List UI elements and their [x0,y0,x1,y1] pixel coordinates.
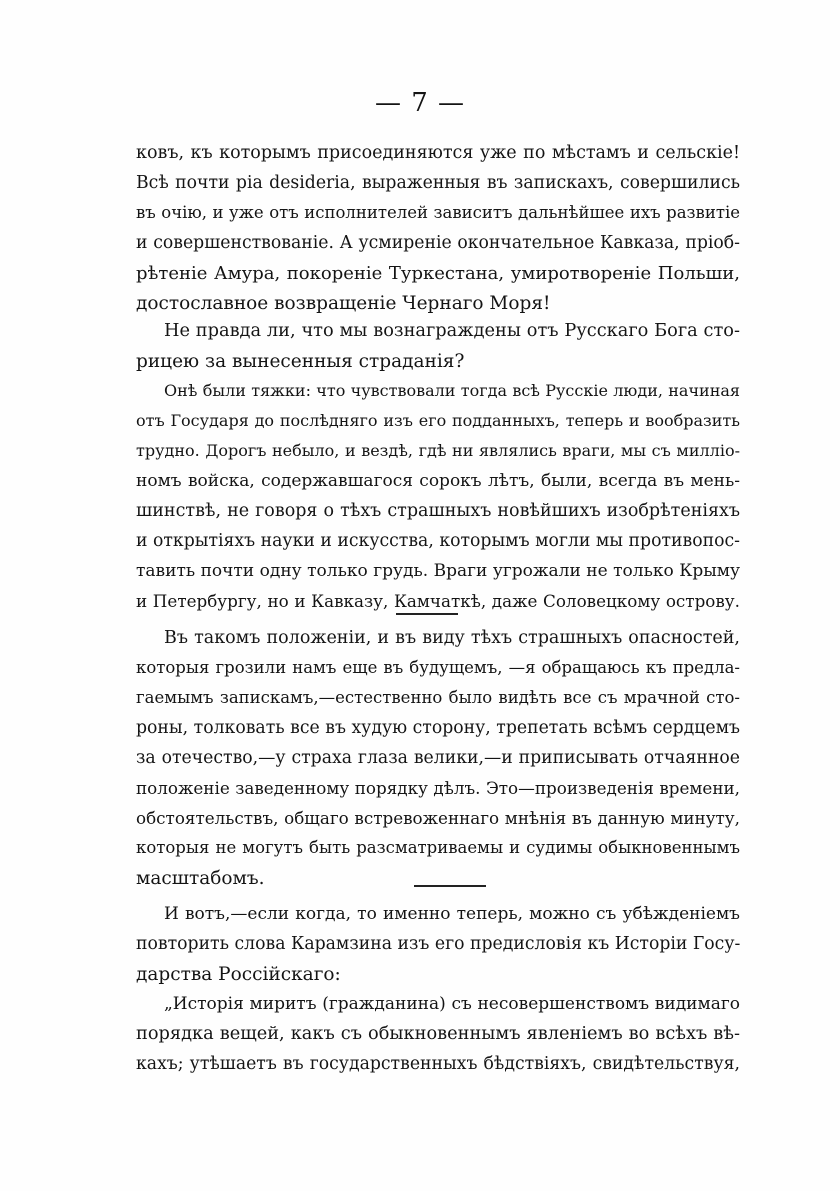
text-line: которыя не могутъ быть разсматриваемы и судимы обыкновеннымъ [136,838,740,857]
text-line: масштабомъ. [136,868,265,889]
paragraph-5 [136,906,740,996]
text-line: Не правда ли, что мы вознаграждены отъ Русскаго Бога сто- [164,321,740,341]
paragraph-2 [136,323,740,383]
page-number: — 7 — [374,88,466,118]
text-line: кахъ; утѣшаетъ въ государственныхъ бѣдствіяхъ, свидѣтельствуя, [136,1054,740,1074]
text-line: тавить почти одну только грудь. Враги угрожали не только Крыму [136,561,740,581]
text-line: гаемымъ запискамъ,—естественно было видѣть все съ мрачной сто- [136,688,740,707]
text-line: которыя грозили намъ еще въ будущемъ, —я обращаюсь къ предла- [136,658,740,677]
text-line: дарства Россійскаго: [136,964,341,985]
text-line: и открытіяхъ науки и искусства, которымъ могли мы противопос- [136,531,740,551]
text-line: рицею за вынесенныя страданія? [136,351,465,372]
text-line: И вотъ,—если когда, то именно теперь, можно съ убѣжденіемъ [164,904,740,924]
text-line: Онѣ были тяжки: что чувствовали тогда всѣ Русскіе люди, начиная [164,381,740,400]
text-line: Въ такомъ положеніи, и въ виду тѣхъ страшныхъ опасностей, [164,628,740,648]
text-line: ковъ, къ которымъ присоединяются уже по мѣстамъ и сельскіе! [136,143,740,163]
text-line: положеніе заведенному порядку дѣлъ. Это—произведенія времени, [136,778,740,798]
paragraph-4 [136,630,740,900]
text-line: Всѣ почти pia desideria, выраженныя въ запискахъ, совершились [136,173,740,193]
text-line: трудно. Дорогъ небыло, и вездѣ, гдѣ ни являлись враги, мы съ милліо- [136,441,740,460]
text-line: повторить слова Карамзина изъ его предисловія къ Исторіи Госу- [136,934,741,954]
text-line: обстоятельствъ, общаго встревоженнаго мнѣнія въ данную минуту, [136,808,740,828]
text-line: въ очію, и уже отъ исполнителей зависитъ дальнѣйшее ихъ развитіе [136,203,740,222]
text-line: за отечество,—у страха глаза велики,—и приписывать отчаянное [136,748,740,768]
text-line: и совершенствованіе. А усмиреніе окончательное Кавказа, пріоб- [136,233,740,253]
text-line: шинствѣ, не говоря о тѣхъ страшныхъ новѣйшихъ изобрѣтеніяхъ [136,501,740,521]
paragraph-1 [136,145,740,325]
section-divider [396,613,458,615]
text-line: достославное возвращеніе Чернаго Моря! [136,293,551,314]
text-line: роны, толковать все въ худую сторону, трепетать всѣмъ сердцемъ [136,718,740,738]
text-line: отъ Государя до послѣдняго изъ его подданныхъ, теперь и вообразить [136,411,740,430]
text-line: номъ войска, содержавшагося сорокъ лѣтъ, были, всегда въ мень- [136,471,740,491]
text-line: рѣтеніе Амура, покореніе Туркестана, умиротвореніе Польши, [136,263,740,284]
paragraph-quote [136,996,740,1086]
text-line: и Петербургу, но и Кавказу, Камчаткѣ, даже Соловецкому острову. [136,591,740,611]
text-line: „Исторія миритъ (гражданина) съ несовершенствомъ видимаго [164,994,740,1014]
text-line: порядка вещей, какъ съ обыкновеннымъ явленіемъ во всѣхъ вѣ- [136,1024,740,1044]
section-divider [414,885,486,887]
paragraph-3 [136,383,740,623]
